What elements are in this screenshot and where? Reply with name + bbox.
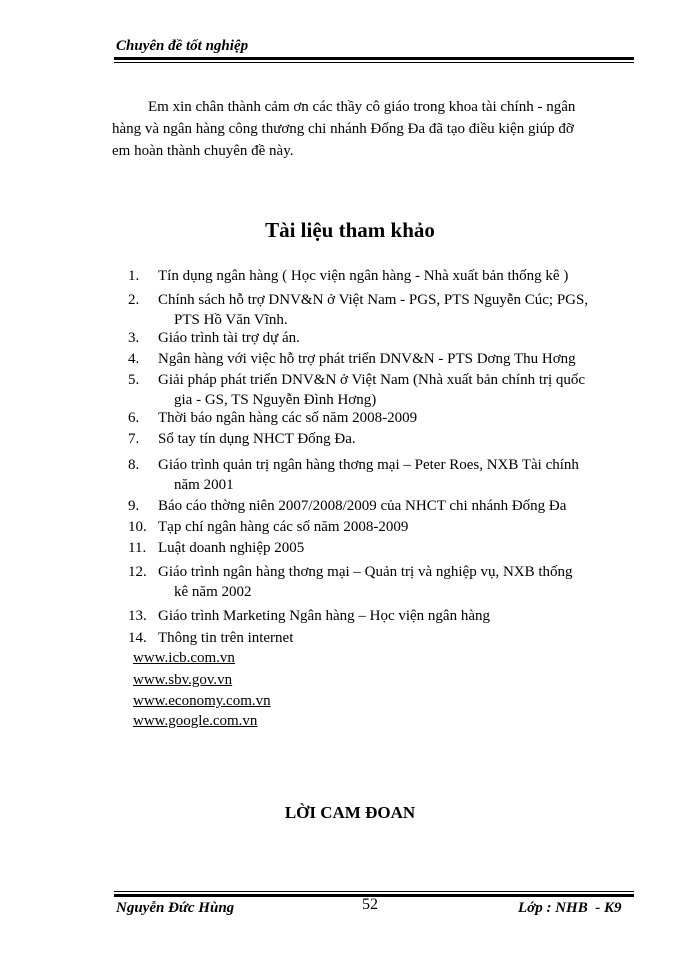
reference-number: 9.	[128, 498, 140, 514]
reference-number: 10.	[128, 519, 147, 535]
reference-number: 13.	[128, 608, 147, 624]
reference-item	[128, 290, 638, 330]
reference-number: 11.	[128, 540, 147, 556]
reference-text: Tín dụng ngân hàng ( Học viện ngân hàng - Nhà xuất bản thống kê )	[158, 268, 569, 284]
reference-text: Giáo trình Marketing Ngân hàng – Học viện ngân hàng	[158, 608, 490, 624]
reference-text: Giáo trình quản trị ngân hàng thơng mại – Peter Roes, NXB Tài chính	[158, 457, 579, 473]
reference-text: Báo cáo thờng niên 2007/2008/2009 của NHCT chi nhánh Đống Đa	[158, 498, 567, 514]
reference-item	[128, 370, 638, 410]
intro-line: Em xin chân thành cảm ơn các thầy cô giáo trong khoa tài chính - ngân	[148, 99, 576, 115]
link-sbv[interactable]: www.sbv.gov.vn	[133, 672, 233, 688]
link-economy[interactable]: www.economy.com.vn	[133, 693, 271, 709]
link-icb[interactable]: www.icb.com.vn	[133, 650, 235, 666]
reference-number: 2.	[128, 292, 140, 308]
header-rule-thin	[114, 62, 634, 63]
intro-line: em hoàn thành chuyên đề này.	[112, 143, 294, 159]
reference-number: 1.	[128, 268, 140, 284]
reference-text-continued: năm 2001	[174, 477, 234, 493]
reference-item	[128, 266, 638, 286]
reference-text: Thời báo ngân hàng các số năm 2008-2009	[158, 410, 418, 426]
reference-item	[128, 349, 638, 369]
footer-class: Lớp : NHB - K9	[518, 900, 622, 916]
link-google[interactable]: www.google.com.vn	[133, 713, 258, 729]
reference-text: Giáo trình ngân hàng thơng mại – Quản trị và nghiệp vụ, NXB thống	[158, 564, 573, 580]
reference-number: 5.	[128, 372, 140, 388]
reference-text: Thông tin trên internet	[158, 630, 294, 646]
reference-number: 4.	[128, 351, 140, 367]
references-title: Tài liệu tham khảo	[265, 218, 435, 242]
reference-text: Tạp chí ngân hàng các số năm 2008-2009	[158, 519, 409, 535]
reference-text: Giải pháp phát triển DNV&N ở Việt Nam (Nhà xuất bản chính trị quốc	[158, 372, 586, 388]
footer-author: Nguyễn Đức Hùng	[116, 900, 235, 916]
page-number: 52	[362, 896, 378, 913]
reference-item	[128, 538, 638, 558]
reference-number: 8.	[128, 457, 140, 473]
footer-rule-thin	[114, 891, 634, 892]
reference-number: 6.	[128, 410, 140, 426]
reference-item	[128, 606, 638, 626]
intro-paragraph	[112, 96, 634, 162]
reference-number: 14.	[128, 630, 147, 646]
reference-text-continued: gia - GS, TS Nguyễn Đình Hơng)	[174, 392, 377, 408]
reference-item	[128, 328, 638, 348]
reference-text: Ngân hàng với việc hỗ trợ phát triển DNV&N - PTS Dơng Thu Hơng	[158, 351, 576, 367]
reference-text-continued: kê năm 2002	[174, 584, 252, 600]
intro-line: hàng và ngân hàng công thương chi nhánh Đống Đa đã tạo điều kiện giúp đỡ	[112, 121, 574, 137]
reference-item	[128, 455, 638, 495]
reference-item	[128, 562, 638, 602]
header-rule-thick	[114, 57, 634, 60]
reference-number: 12.	[128, 564, 147, 580]
reference-text: Giáo trình tài trợ dự án.	[158, 330, 300, 346]
reference-item	[128, 429, 638, 449]
reference-text-continued: PTS Hồ Văn Vĩnh.	[174, 312, 288, 328]
reference-item	[128, 517, 638, 537]
reference-text: Chính sách hỗ trợ DNV&N ở Việt Nam - PGS, PTS Nguyễn Cúc; PGS,	[158, 292, 589, 308]
reference-text: Sổ tay tín dụng NHCT Đống Đa.	[158, 431, 356, 447]
reference-number: 7.	[128, 431, 140, 447]
reference-item	[128, 496, 638, 516]
reference-item	[128, 628, 638, 648]
reference-text: Luật doanh nghiệp 2005	[158, 540, 305, 556]
reference-number: 3.	[128, 330, 140, 346]
section-title: LỜI CAM ĐOAN	[284, 803, 416, 822]
reference-item	[128, 408, 638, 428]
header-title: Chuyên đề tốt nghiệp	[116, 38, 249, 54]
